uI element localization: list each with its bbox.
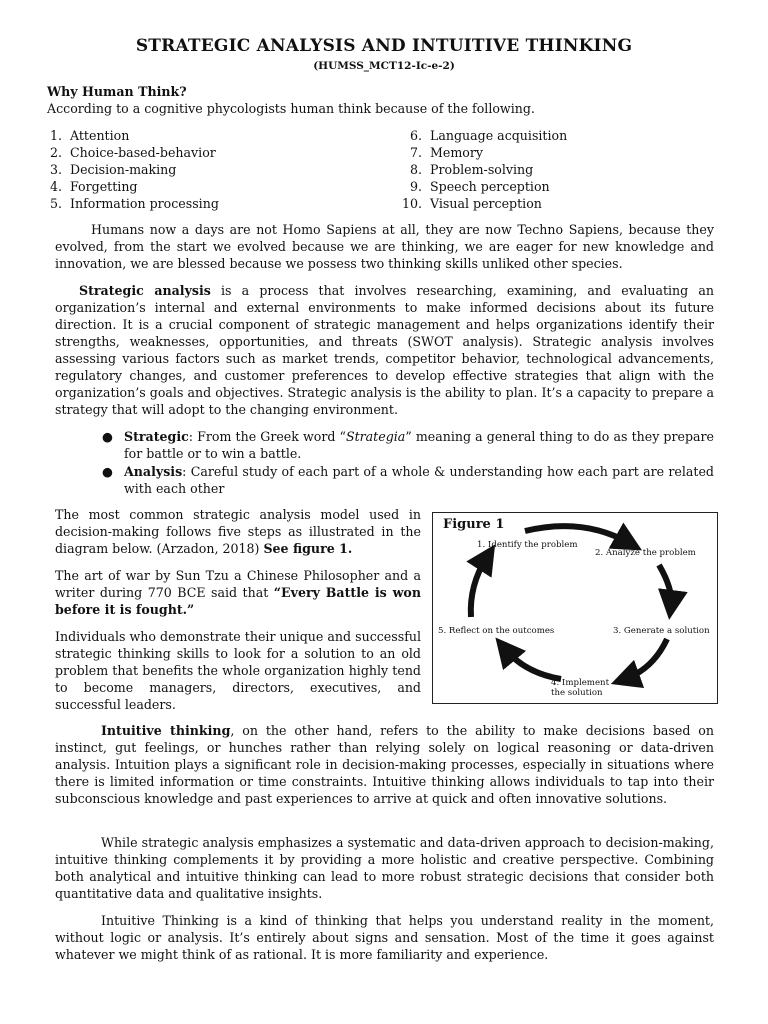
- figure-1-diagram: [432, 512, 718, 704]
- list-item: 10. Visual perception: [401, 196, 542, 211]
- list-item: 5. Information processing: [49, 196, 219, 211]
- list-item: 9. Speech perception: [409, 179, 550, 194]
- term-strategic-analysis: Strategic analysis: [79, 283, 211, 298]
- reasons-list-right: [400, 127, 567, 212]
- list-item: 7. Memory: [409, 145, 484, 160]
- document-title: STRATEGIC ANALYSIS AND INTUITIVE THINKING: [135, 36, 633, 56]
- paragraph-strategic-analysis: Strategic analysis is a process that involves researching, examining, and evaluating an organization’s internal and external environments to make informed decisions about its future direction. It is a crucial component of strategic management and helps organizations identify their strengths, weaknesses, opportunities, and threats (SWOT analysis). Strategic analysis involves assessing various factors such as market trends, competitor behavior, technological advancements, regulatory changes, and customer preferences to develop effective strategies that align with the organization’s goals and objectives. Strategic analysis is the ability to plan. It’s a capacity to prepare a strategy that will adopt to the changing environment.: [55, 283, 714, 417]
- step-implement-line2: the solution: [551, 688, 603, 698]
- paragraph-sun-tzu: The art of war by Sun Tzu a Chinese Philosopher and a writer during 770 BCE said that “Every Battle is won before it is fought.”: [55, 568, 421, 617]
- list-item: ● Strategic: From the Greek word “Strategia” meaning a general thing to do as they prepare for battle or to win a battle.: [102, 429, 714, 461]
- figure-label: Figure 1: [443, 517, 505, 532]
- why-heading: Why Human Think?: [47, 84, 187, 99]
- paragraph-five-steps: The most common strategic analysis model used in decision-making follows five steps as illustrated in the diagram below. (Arzadon, 2018) See figure 1.: [55, 507, 421, 556]
- step-implement: 4. Implement: [551, 678, 610, 688]
- list-item: 2. Choice-based-behavior: [49, 145, 216, 160]
- arrow-3-to-4: [625, 639, 667, 679]
- paragraph-leaders: Individuals who demonstrate their unique and successful strategic thinking skills to look for a solution to an old problem that benefits the whole organization highly tend to become managers, directors, executives, and successful leaders.: [55, 629, 421, 712]
- step-analyze: 2. Analyze the problem: [595, 548, 696, 558]
- why-intro: According to a cognitive phycologists human think because of the following.: [47, 101, 535, 116]
- paragraph-techno-sapiens: Humans now a days are not Homo Sapiens at all, they are now Techno Sapiens, because they evolved, from the start we evolved because we are thinking, we are eager for new knowledge and innovation, we are blessed because we possess two thinking skills unliked other species.: [55, 222, 714, 271]
- step-identify: 1. Identify the problem: [477, 540, 578, 550]
- list-item: 8. Problem-solving: [409, 162, 534, 177]
- arrow-5-to-1: [471, 557, 487, 617]
- list-item: 6. Language acquisition: [409, 128, 568, 143]
- arrow-2-to-3: [659, 565, 671, 605]
- reasons-list-left: [40, 127, 219, 212]
- list-item: 1. Attention: [49, 128, 130, 143]
- list-item: 4. Forgetting: [49, 179, 138, 194]
- paragraph-intuitive-definition: Intuitive Thinking is a kind of thinking that helps you understand reality in the moment, without logic or analysis. It’s entirely about signs and sensation. Most of the time it goes against whatever we might think of as rational. It is more familiarity and experience.: [55, 913, 714, 962]
- step-reflect: 5. Reflect on the outcomes: [438, 626, 555, 636]
- arrow-4-to-5: [505, 649, 561, 679]
- step-generate: 3. Generate a solution: [613, 626, 710, 636]
- competency-code: (HUMSS_MCT12-Ic-e-2): [313, 60, 455, 72]
- term-intuitive-thinking: Intuitive thinking: [101, 723, 231, 738]
- list-item: 3. Decision-making: [49, 162, 177, 177]
- paragraph-combining: While strategic analysis emphasizes a systematic and data-driven approach to decision-making, intuitive thinking complements it by providing a more holistic and creative perspective. Combining both analytical and intuitive thinking can lead to more robust strategic decisions that consider both quantitative data and qualitative insights.: [55, 835, 714, 901]
- definitions-list: [102, 428, 714, 497]
- list-item: ● Analysis: Careful study of each part of a whole & understanding how each part are related with each other: [102, 464, 714, 496]
- paragraph-intuitive-thinking: Intuitive thinking, on the other hand, refers to the ability to make decisions based on instinct, gut feelings, or hunches rather than relying solely on logical reasoning or data-driven analysis. Intuition plays a significant role in decision-making processes, especially in situations where there is limited information or time constraints. Intuitive thinking allows individuals to tap into their subconscious knowledge and past experiences to arrive at quick and often innovative solutions.: [55, 723, 714, 806]
